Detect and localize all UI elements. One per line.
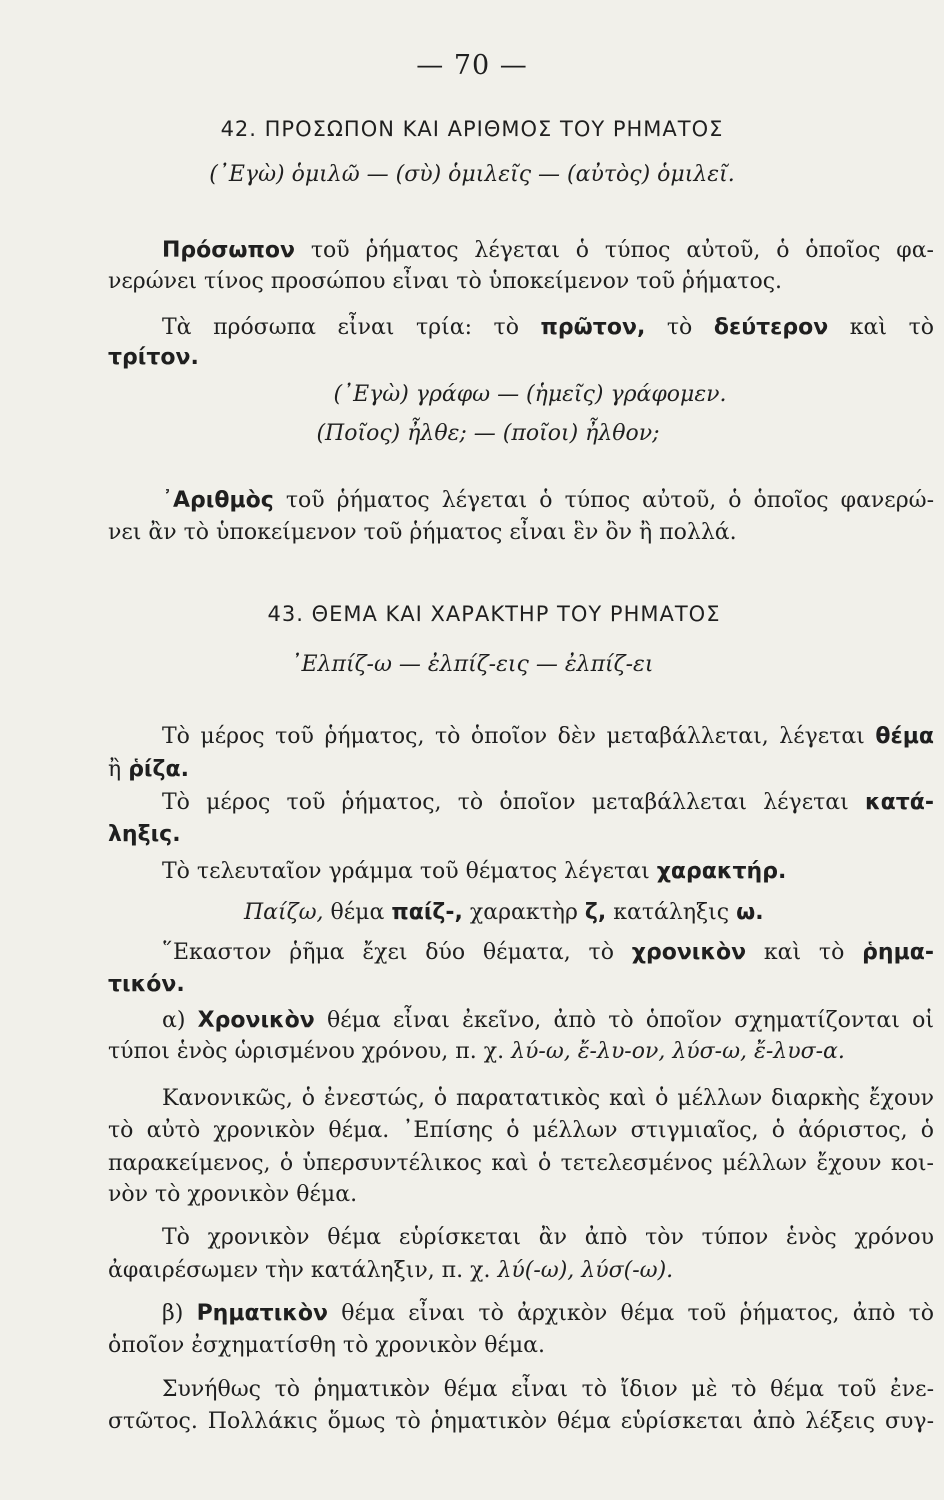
verbal-label: β) <box>162 1301 184 1326</box>
section-42-heading: 42. ΠΡΟΣΩΠΟΝ ΚΑΙ ΑΡΙΘΜΟΣ ΤΟΥ ΡΗΜΑΤΟΣ <box>220 117 724 141</box>
term-second: δεύτερον <box>713 315 829 340</box>
number-text-1: τοῦ ῥήματος λέγεται ὁ τύπος αὐτοῦ, ὁ ὁποῖος φανερώ- <box>285 488 935 513</box>
paizo-end-label: κατάληξις <box>613 900 730 925</box>
paizo-word: Παίζω, <box>244 900 324 925</box>
character-paragraph <box>162 857 934 887</box>
term-verbal-heading: Ρηματικὸν <box>196 1301 328 1326</box>
find-theme-line-2 <box>108 1256 934 1286</box>
term-first: πρῶτον, <box>540 315 646 340</box>
term-number: ᾿Αριθμὸς <box>162 488 274 513</box>
paizo-char: ζ, <box>584 900 607 925</box>
paizo-theme-label: θέμα <box>330 900 385 925</box>
regular-paragraph-line-2: τὸ αὐτὸ χρονικὸν θέμα. ᾿Επίσης ὁ μέλλων στιγμιαῖος, ὁ ἀόριστος, ὁ <box>108 1118 934 1143</box>
temporal-text-2: τύποι ἑνὸς ὡρισμένου χρόνου, π. χ. <box>108 1039 505 1064</box>
temporal-paragraph-line-1 <box>162 1006 934 1036</box>
two-themes-and: καὶ τὸ <box>763 940 845 965</box>
two-themes-line-1 <box>162 938 934 968</box>
character-text: Τὸ τελευταῖον γράμμα τοῦ θέματος λέγεται <box>162 859 650 884</box>
find-theme-line-1: Τὸ χρονικὸν θέμα εὑρίσκεται ἂν ἀπὸ τὸν τύπον ἑνὸς χρόνου <box>162 1225 934 1250</box>
paizo-end: ω. <box>736 900 764 925</box>
term-theme: θέμα <box>875 724 934 749</box>
temporal-text-1: θέμα εἶναι ἐκεῖνο, ἀπὸ τὸ ὁποῖον σχηματίζονται οἱ <box>326 1008 934 1033</box>
two-themes-text: ῞Εκαστον ῥῆμα ἔχει δύο θέματα, τὸ <box>162 940 614 965</box>
term-temporal-heading: Χρονικὸν <box>197 1008 315 1033</box>
temporal-examples: λύ-ω, ἔ-λυ-ον, λύσ-ω, ἔ-λυσ-α. <box>511 1039 845 1064</box>
term-temporal: χρονικὸν <box>631 940 747 965</box>
term-ending-a: κατά- <box>864 790 934 815</box>
persons-article: τὸ <box>666 315 693 340</box>
persons-and: καὶ τὸ <box>849 315 934 340</box>
verbal-text-1: θέμα εἶναι τὸ ἀρχικὸν θέμα τοῦ ῥήματος, ἀπὸ τὸ <box>341 1301 934 1326</box>
persons-paragraph-line-1 <box>162 313 934 343</box>
person-example-1: (᾿Εγὼ) γράφω — (ἡμεῖς) γράφομεν. <box>333 382 727 407</box>
verbal-paragraph-line-2: ὁποῖον ἐσχηματίσθη τὸ χρονικὸν θέμα. <box>108 1333 545 1358</box>
find-theme-text-2: ἀφαιρέσωμεν τὴν κατάληξιν, π. χ. <box>108 1258 491 1283</box>
person-paragraph-line-2: νερώνει τίνος προσώπου εἶναι τὸ ὑποκείμενον τοῦ ῥήματος. <box>108 269 783 294</box>
two-themes-line-2 <box>108 970 934 1000</box>
persons-paragraph-line-2 <box>108 343 934 373</box>
number-paragraph-line-2: νει ἂν τὸ ὑποκείμενον τοῦ ῥήματος εἶναι ἓν ὂν ἢ πολλά. <box>108 520 737 545</box>
regular-paragraph-line-3: παρακείμενος, ὁ ὑπερσυντέλικος καὶ ὁ τετελεσμένος μέλλων ἔχουν κοι- <box>108 1151 934 1176</box>
person-example-2: (Ποῖος) ἦλθε; — (ποῖοι) ἦλθον; <box>316 421 660 446</box>
term-character: χαρακτήρ. <box>656 859 787 884</box>
person-paragraph-line-1 <box>162 236 934 266</box>
ending-paragraph-line-1 <box>162 788 934 818</box>
persons-intro: Τὰ πρόσωπα εἶναι τρία: τὸ <box>162 315 519 340</box>
term-verbal-a: ῥημα- <box>862 940 934 965</box>
term-third: τρίτον. <box>108 345 199 370</box>
term-ending-b: ληξις. <box>108 822 181 847</box>
section-43-example: ᾿Ελπίζ-ω — ἐλπίζ-εις — ἐλπίζ-ει <box>290 652 654 677</box>
paizo-theme: παίζ-, <box>391 900 463 925</box>
temporal-paragraph-line-2 <box>108 1037 934 1067</box>
paizo-example <box>244 898 844 928</box>
person-text-1: τοῦ ῥήματος λέγεται ὁ τύπος αὐτοῦ, ὁ ὁποῖος φα- <box>310 238 934 263</box>
theme-or: ἢ <box>108 757 122 782</box>
regular-paragraph-line-1: Κανονικῶς, ὁ ἐνεστώς, ὁ παρατατικὸς καὶ ὁ μέλλων διαρκὴς ἔχουν <box>162 1086 934 1111</box>
usual-paragraph-line-2: στῶτος. Πολλάκις ὅμως τὸ ῥηματικὸν θέμα εὑρίσκεται ἀπὸ λέξεις συγ- <box>108 1409 934 1434</box>
theme-text: Τὸ μέρος τοῦ ῥήματος, τὸ ὁποῖον δὲν μεταβάλλεται, λέγεται <box>162 724 865 749</box>
term-root: ῥίζα. <box>128 757 189 782</box>
page-number: — 70 — <box>416 50 528 81</box>
section-43-heading: 43. ΘΕΜΑ ΚΑΙ ΧΑΡΑΚΤΗΡ ΤΟΥ ΡΗΜΑΤΟΣ <box>267 602 721 626</box>
theme-paragraph-line-1 <box>162 722 934 752</box>
ending-paragraph-line-2 <box>108 820 934 850</box>
temporal-label: α) <box>162 1008 186 1033</box>
theme-paragraph-line-2 <box>108 755 934 785</box>
term-person: Πρόσωπον <box>162 238 296 263</box>
find-theme-examples: λύ(-ω), λύσ(-ω). <box>497 1258 674 1283</box>
term-verbal-b: τικόν. <box>108 972 185 997</box>
usual-paragraph-line-1: Συνήθως τὸ ῥηματικὸν θέμα εἶναι τὸ ἴδιον μὲ τὸ θέμα τοῦ ἐνε- <box>162 1377 934 1402</box>
ending-text: Τὸ μέρος τοῦ ῥήματος, τὸ ὁποῖον μεταβάλλεται λέγεται <box>162 790 849 815</box>
regular-paragraph-line-4: νὸν τὸ χρονικὸν θέμα. <box>108 1182 358 1207</box>
paizo-char-label: χαρακτὴρ <box>469 900 578 925</box>
number-paragraph-line-1 <box>162 486 934 516</box>
section-42-example: (᾿Εγὼ) ὁμιλῶ — (σὺ) ὁμιλεῖς — (αὐτὸς) ὁμιλεῖ. <box>209 162 735 187</box>
verbal-paragraph-line-1 <box>162 1299 934 1329</box>
